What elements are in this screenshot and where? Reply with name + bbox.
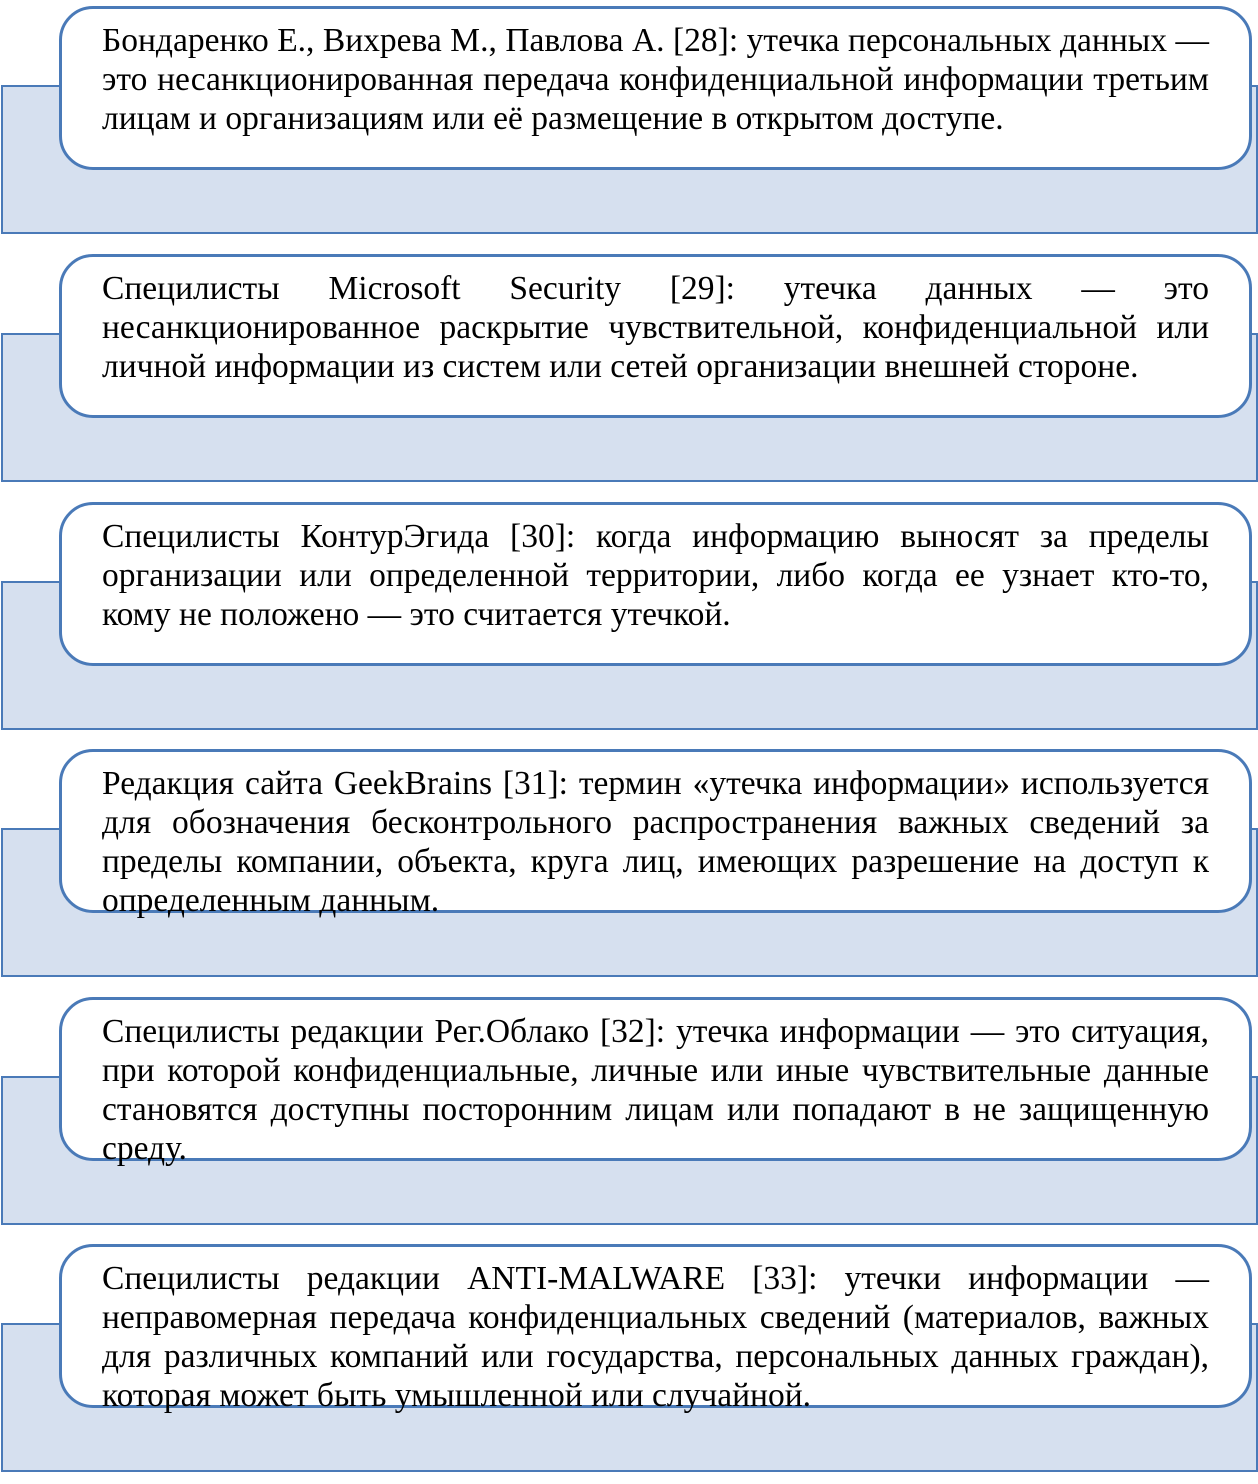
definition-text: Бондаренко Е., Вихрева М., Павлова А. [28]: утечка персональных данных — это несанкционированная передача конфиденциальной информации третьим лицам и организациям или её размещение в открытом доступе. (102, 22, 1209, 137)
definition-text: Специлисты Microsoft Security [29]: утечка данных — это несанкционированное раскрытие чувствительной, конфиденциальной или личной информации из систем или сетей организации внешней стороне. (102, 270, 1209, 385)
definition-text: Специлисты редакции Рег.Облако [32]: утечка информации — это ситуация, при которой конфиденциальные, личные или иные чувствительные данные становятся доступны посторонним лицам или попадают в не защищенную среду. (102, 1013, 1209, 1167)
definition-block-32 (0, 997, 1258, 1237)
definition-card (59, 1244, 1252, 1414)
definition-block-29 (0, 254, 1258, 494)
definition-text: Редакция сайта GeekBrains [31]: термин «утечка информации» используется для обозначения бесконтрольного распространения важных сведений за пределы компании, объекта, круга лиц, имеющих разрешение на доступ к определенным данным. (102, 765, 1209, 919)
definition-card (59, 254, 1252, 418)
definition-card (59, 997, 1252, 1167)
definition-block-33 (0, 1244, 1258, 1484)
definition-block-28 (0, 6, 1258, 246)
definition-card (59, 6, 1252, 170)
definition-card (59, 749, 1252, 919)
definition-block-30 (0, 502, 1258, 742)
definition-text: Специлисты редакции ANTI-MALWARE [33]: утечки информации — неправомерная передача конфиденциальных сведений (материалов, важных для различных компаний или государства, персональных данных граждан), которая может быть умышленной или случайной. (102, 1260, 1209, 1414)
definition-card (59, 502, 1252, 666)
definition-text: Специлисты КонтурЭгида [30]: когда информацию выносят за пределы организации или определенной территории, либо когда ее узнает кто-то, кому не положено — это считается утечкой. (102, 518, 1209, 633)
definition-block-31 (0, 749, 1258, 989)
